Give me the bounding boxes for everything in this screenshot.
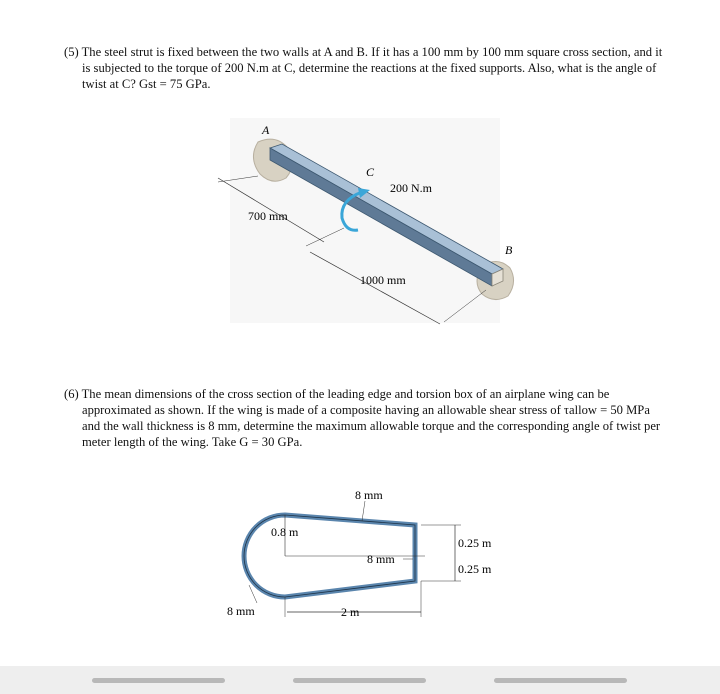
strut-diagram [200, 118, 530, 348]
bottom-navigation-bar [0, 666, 720, 694]
torque-label: 200 N.m [390, 181, 432, 195]
problem-6-text [64, 386, 664, 450]
top-thickness-label: 8 mm [355, 488, 383, 502]
problem-5-text [64, 44, 664, 92]
problem-5-number: (5) [64, 45, 79, 59]
nav-pill-center[interactable] [293, 678, 426, 683]
strut-figure [200, 118, 530, 348]
label-b: B [505, 243, 513, 257]
problem-6 [64, 386, 664, 450]
right-thickness-label: 8 mm [367, 552, 395, 566]
nav-pill-right[interactable] [494, 678, 627, 683]
dim-700-label: 700 mm [248, 209, 288, 223]
height-top-label: 0.25 m [458, 536, 492, 550]
dim-1000-label: 1000 mm [360, 273, 406, 287]
height-bottom-label: 0.25 m [458, 562, 492, 576]
nav-pill-left[interactable] [92, 678, 225, 683]
label-a: A [262, 123, 270, 137]
label-c: C [366, 165, 375, 179]
problem-5 [64, 44, 664, 92]
problem-6-number: (6) [64, 387, 79, 401]
wing-section-figure [225, 485, 525, 635]
wing-section-diagram [225, 485, 525, 635]
radius-label: 0.8 m [271, 525, 299, 539]
length-label: 2 m [341, 605, 360, 619]
left-thickness-label: 8 mm [227, 604, 255, 618]
problem-6-statement: The mean dimensions of the cross section of the leading edge and torsion box of an airplane wing can be approximated as shown. If the wing is made of a composite having an allowable shear stress of τallow = 50 MPa and the wall thickness is 8 mm, determine the maximum allowable torque and the corresponding angle of twist per meter length of the wing. Take G = 30 GPa. [81, 387, 661, 449]
problem-5-statement: The steel strut is fixed between the two walls at A and B. If it has a 100 mm by 100 mm square cross section, and it is subjected to the torque of 200 N.m at C, determine the reactions at the fixed supports. Also, what is the angle of twist at C? Gst = 75 GPa. [81, 45, 663, 91]
top-thickness-pointer [362, 501, 365, 521]
